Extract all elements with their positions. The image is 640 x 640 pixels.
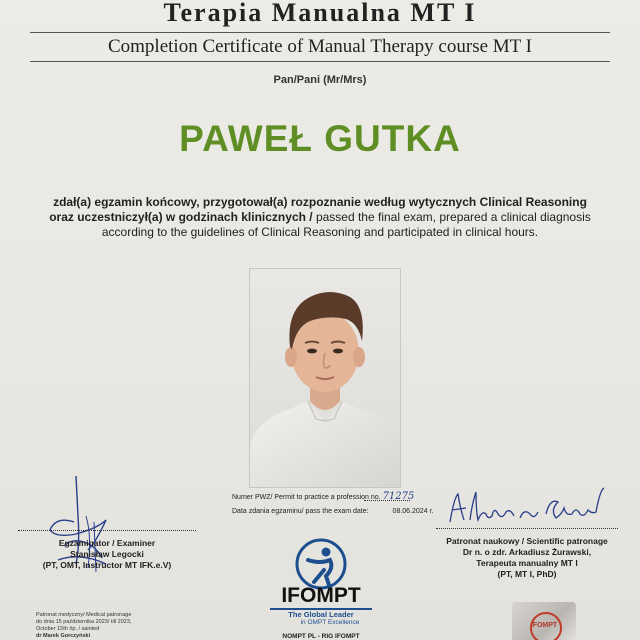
patron-block: [430, 536, 624, 580]
permit-dotted-line: [364, 500, 410, 501]
patron-signature: [446, 484, 616, 528]
ifompt-logo: [268, 538, 374, 640]
medical-patronage: [36, 612, 131, 640]
recipient-photo: [250, 269, 400, 487]
exam-date-label: Data zdania egzaminu/ pass the exam date:: [232, 508, 369, 515]
body-line-1: zdał(a) egzamin końcowy, przygotował(a) rozpoznanie według wytycznych Clinical Reasoning: [53, 195, 587, 209]
body-line-2-bold: oraz uczestniczył(a) w godzinach klinicznych /: [49, 210, 313, 224]
exam-date-row: [232, 508, 433, 515]
hologram-seal: [512, 602, 576, 640]
certificate-subtitle: Completion Certificate of Manual Therapy course MT I: [107, 36, 533, 57]
medical-patronage-line1: Patronat medyczny/ Medical patronage: [36, 612, 132, 618]
body-line-2: [0, 210, 640, 224]
exam-date-value: 08.06.2024 r.: [392, 508, 434, 515]
recipient-name: PAWEŁ GUTKA: [179, 118, 461, 159]
patron-role: Patronat naukowy / Scientific patronage: [446, 536, 608, 546]
examiner-block: [18, 538, 196, 571]
title-divider-top: [30, 32, 610, 33]
certificate-title: Terapia Manualna MT I: [163, 0, 477, 27]
medical-patronage-line2: do dnia 15 października 2023/ till 2023,: [36, 619, 132, 625]
examiner-credentials: (PT, OMT, Instructor MT IFK.e.V): [42, 560, 172, 570]
body-line-3: according to the guidelines of Clinical Reasoning and participated in clinical hours.: [101, 225, 539, 239]
ifompt-tagline-1: The Global Leader: [288, 610, 354, 619]
patron-name: Dr n. o zdr. Arkadiusz Żurawski,: [462, 547, 592, 557]
permit-label: Numer PWZ/ Permit to practice a profession no.: [232, 494, 381, 501]
medical-patronage-line4: dr Marek Gorczyński: [36, 633, 91, 639]
ifompt-logo-text: IFOMPT: [281, 584, 361, 607]
title-divider-bottom: [30, 61, 610, 62]
ifompt-tagline-2: in OMPT Excellence: [300, 619, 360, 626]
seal-text: IFOMPT: [530, 622, 558, 629]
examiner-role: Egzaminator / Examiner: [58, 538, 156, 548]
body-line-2-rest: passed the final exam, prepared a clinical diagnosis: [312, 210, 591, 224]
ifompt-footer: NOMPT PL - RIG IFOMPT: [282, 633, 360, 640]
patron-credentials: (PT, MT I, PhD): [497, 569, 557, 579]
examiner-name: Stanisław Legocki: [70, 549, 144, 559]
medical-patronage-line3: October 15th ńp. / sainted: [36, 626, 100, 632]
honorific-label: Pan/Pani (Mr/Mrs): [273, 74, 367, 86]
permit-value: 71275: [382, 491, 415, 502]
examiner-signature-line: [18, 530, 196, 531]
patron-signature-line: [436, 528, 618, 529]
patron-title: Terapeuta manualny MT I: [476, 558, 578, 568]
